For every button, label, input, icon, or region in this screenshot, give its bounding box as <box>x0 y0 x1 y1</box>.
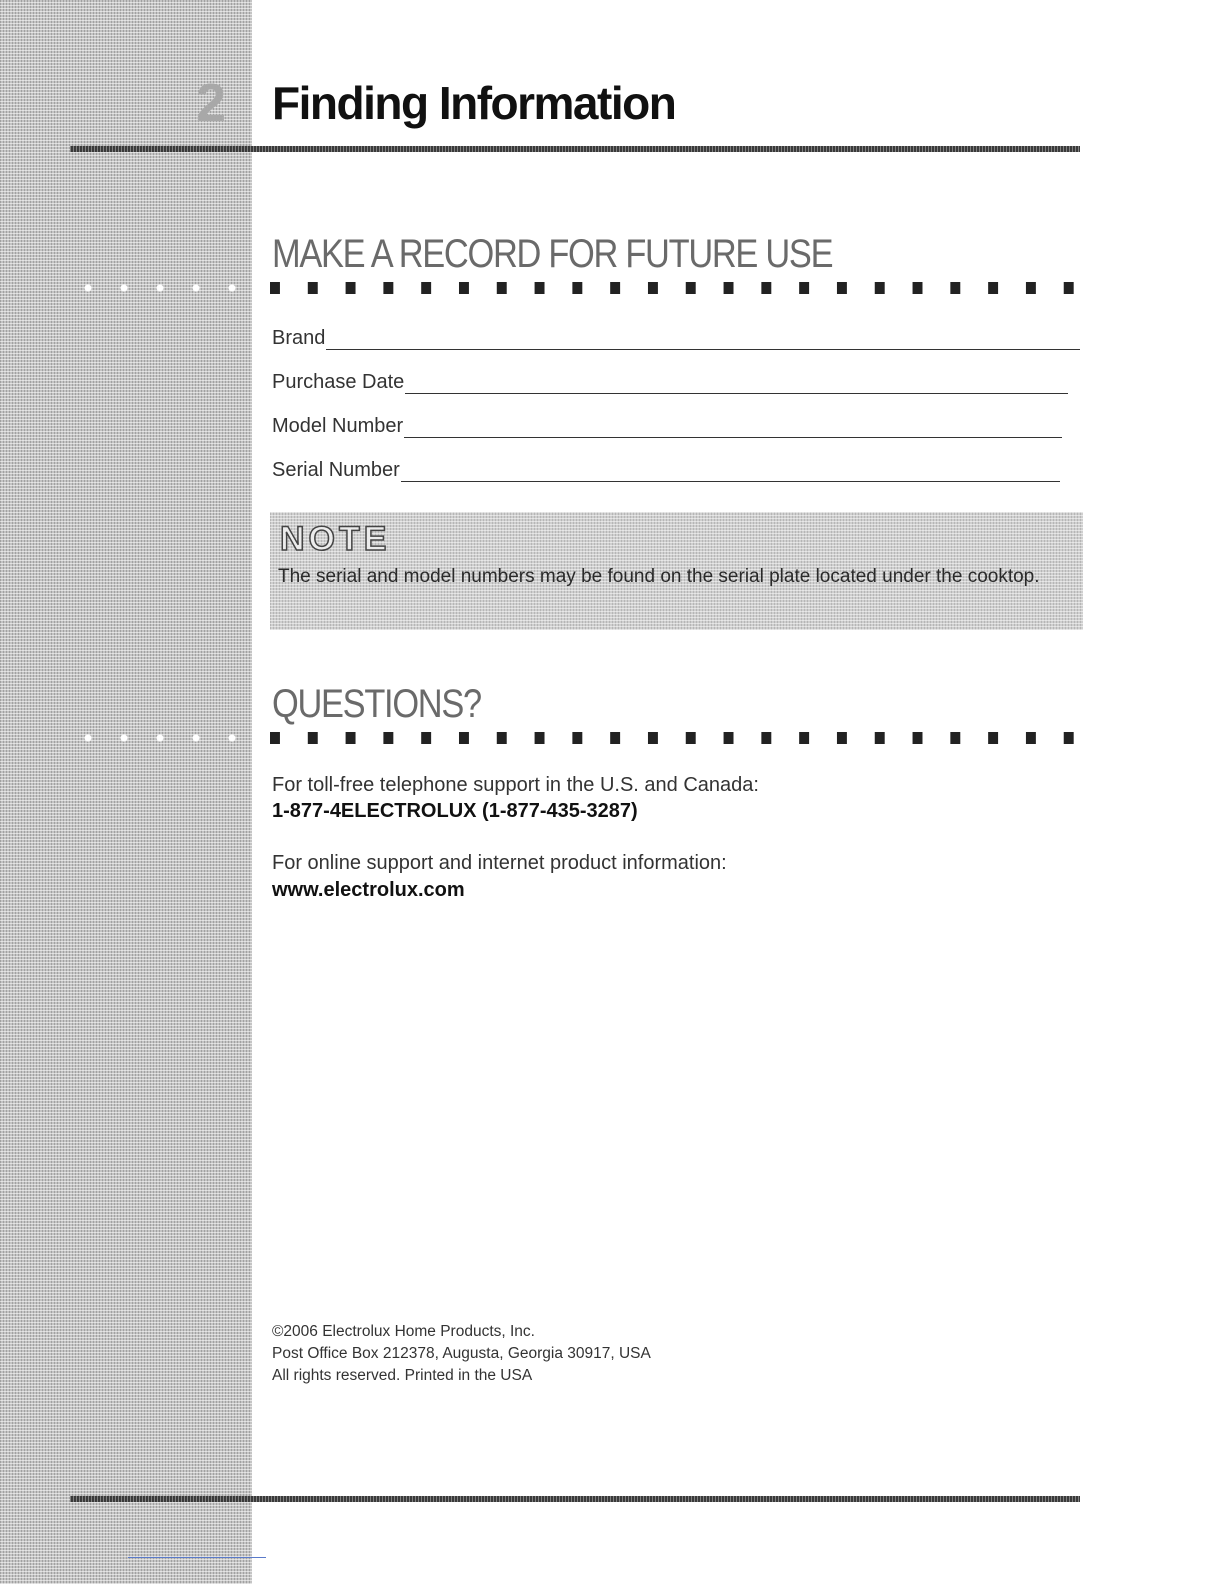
purchase-date-label: Purchase Date <box>272 371 405 393</box>
record-section-heading: MAKE A RECORD FOR FUTURE USE <box>272 232 833 276</box>
note-text: The serial and model numbers may be found on the serial plate located under the cooktop. <box>278 566 1040 587</box>
model-number-field[interactable] <box>272 410 1062 438</box>
serial-number-field[interactable] <box>272 454 1060 482</box>
online-support-intro: For online support and internet product information: <box>272 852 727 874</box>
sidebar-dots-bottom <box>70 734 240 742</box>
note-label: NOTE <box>280 520 391 558</box>
note-box <box>270 512 1083 630</box>
sidebar-dots-top <box>70 284 240 292</box>
serial-number-label: Serial Number <box>272 459 400 481</box>
phone-support-intro: For toll-free telephone support in the U.S. and Canada: <box>272 774 759 796</box>
header-rule <box>70 146 1080 152</box>
address-line: Post Office Box 212378, Augusta, Georgia 30917, USA <box>272 1345 651 1362</box>
serial-number-blank-line[interactable] <box>401 461 1060 482</box>
bottom-edge-mark <box>128 1557 266 1558</box>
purchase-date-blank-line[interactable] <box>405 373 1068 394</box>
page-title: Finding Information <box>272 77 676 129</box>
footer-rule <box>70 1496 1080 1502</box>
model-number-label: Model Number <box>272 415 404 437</box>
brand-label: Brand <box>272 327 326 349</box>
copyright-line: ©2006 Electrolux Home Products, Inc. <box>272 1323 535 1340</box>
purchase-date-field[interactable] <box>272 366 1068 394</box>
rights-line: All rights reserved. Printed in the USA <box>272 1367 533 1384</box>
support-phone-number: 1-877-4ELECTROLUX (1-877-435-3287) <box>272 800 638 822</box>
website-link-text[interactable]: www.electrolux.com <box>272 879 465 901</box>
questions-section-heading: QUESTIONS? <box>272 682 481 726</box>
sidebar-band <box>0 0 252 1584</box>
brand-field[interactable] <box>272 322 1080 350</box>
questions-dot-divider <box>270 732 1082 744</box>
model-number-blank-line[interactable] <box>404 417 1062 438</box>
brand-blank-line[interactable] <box>326 329 1080 350</box>
website-link[interactable] <box>272 879 465 902</box>
record-dot-divider <box>270 282 1082 294</box>
chapter-number: 2 <box>196 73 225 133</box>
